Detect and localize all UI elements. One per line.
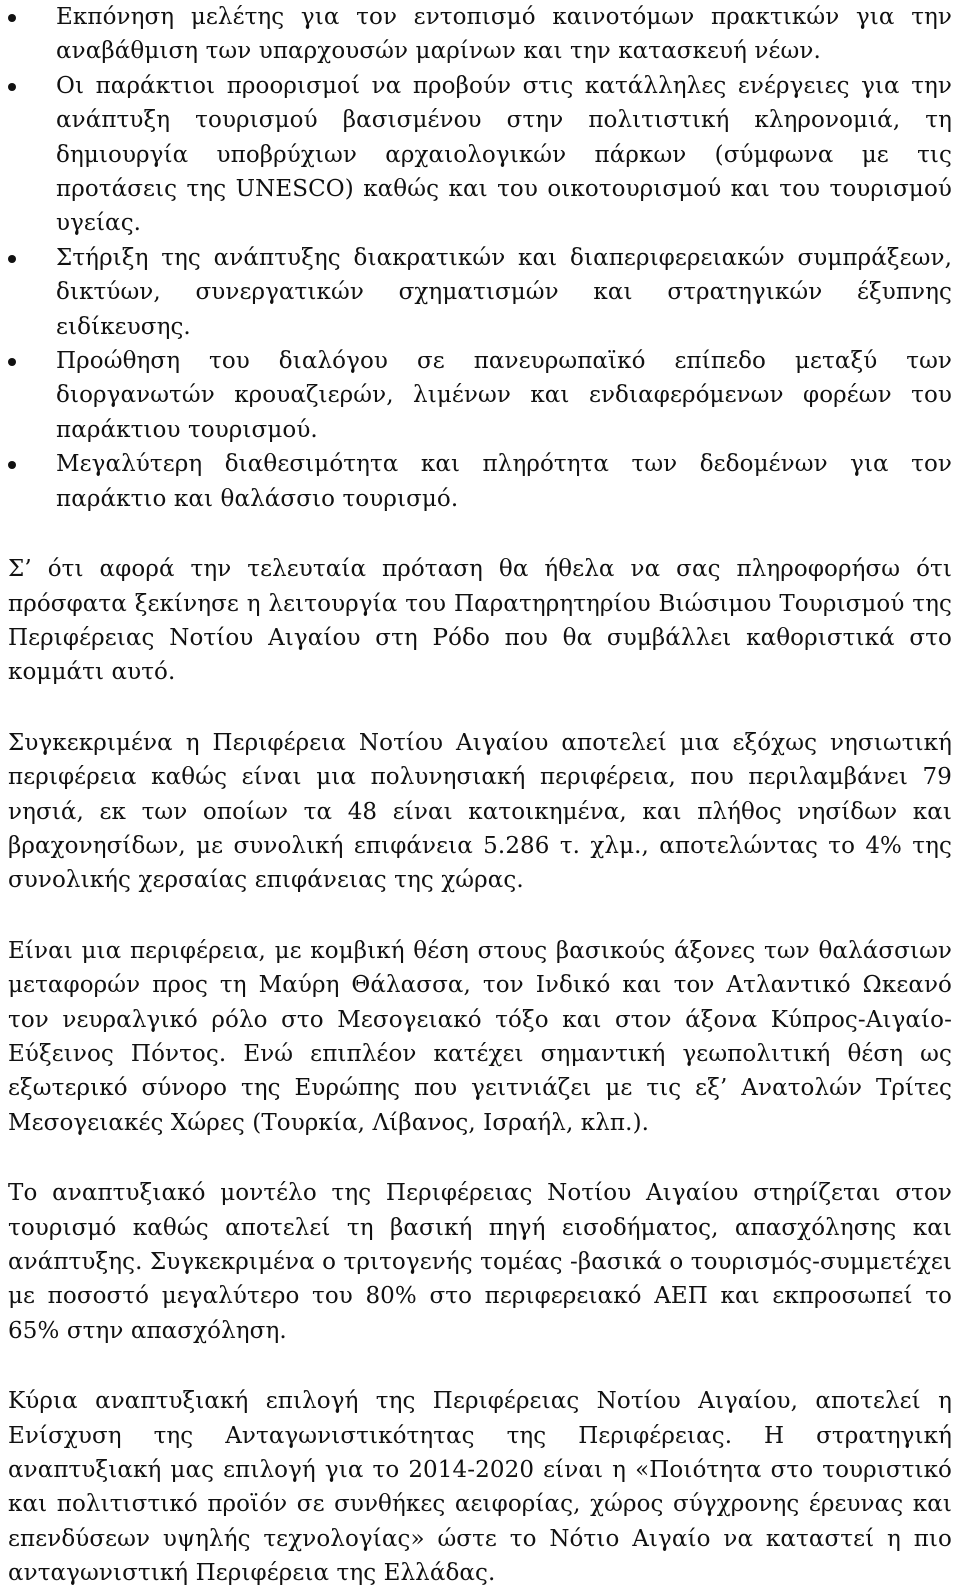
spacer	[8, 516, 952, 552]
document-page	[8, 0, 952, 1591]
bullet-item	[8, 447, 952, 516]
bullet-text: Στήριξη της ανάπτυξης διακρατικών και διαπεριφερειακών συμπράξεων, δικτύων, συνεργατικών σχηματισμών και στρατηγικών έξυπνης ειδίκευσης.	[56, 244, 952, 340]
bullet-item	[8, 0, 952, 69]
bullet-item	[8, 344, 952, 447]
bullet-icon	[8, 358, 16, 366]
paragraph-development-model: Το αναπτυξιακό μοντέλο της Περιφέρειας Νοτίου Αιγαίου στηρίζεται στον τουρισμό καθώς αποτελεί τη βασική πηγή εισοδήματος, απασχόλησης και ανάπτυξης. Συγκεκριμένα ο τριτογενής τομέας -βασικά ο τουρισμός-συμμετέχει με ποσοστό μεγαλύτερο του 80% στο περιφερειακό ΑΕΠ και εκπροσωπεί το 65% στην απασχόληση.	[8, 1180, 952, 1344]
bullet-icon	[8, 255, 16, 263]
paragraph-region-islands: Συγκεκριμένα η Περιφέρεια Νοτίου Αιγαίου αποτελεί μια εξόχως νησιωτική περιφέρεια καθώς είναι μια πολυνησιακή περιφέρεια, που περιλαμβάνει 79 νησιά, εκ των οποίων τα 48 είναι κατοικημένα, και πλήθος νησίδων και βραχονησίδων, με συνολική επιφάνεια 5.286 τ. χλμ., αποτελώντας το 4% της συνολικής χερσαίας επιφάνειας της χώρας.	[8, 729, 952, 894]
bullet-item	[8, 69, 952, 241]
bullet-icon	[8, 461, 16, 469]
paragraph-strategy: Κύρια αναπτυξιακή επιλογή της Περιφέρειας Νοτίου Αιγαίου, αποτελεί η Ενίσχυση της Ανταγωνιστικότητας της Περιφέρειας. Η στρατηγική αναπτυξιακή μας επιλογή για το 2014-2020 είναι η «Ποιότητα στο τουριστικό και πολιτιστικό προϊόν σε συνθήκες αειφορίας, χώρος σύγχρονης έρευνας και επενδύσεων υψηλής τεχνολογίας» ώστε το Νότιο Αιγαίο να καταστεί η πιο ανταγωνιστική Περιφέρεια της Ελλάδας.	[8, 1388, 952, 1587]
paragraph-geopolitical-position: Είναι μια περιφέρεια, με κομβική θέση στους βασικούς άξονες των θαλάσσιων μεταφορών προς τη Μαύρη Θάλασσα, τον Ινδικό και τον Ατλαντικό Ωκεανό τον νευραλγικό ρόλο στο Μεσογειακό τόξο και στον άξονα Κύπρος-Αιγαίο-Εύξεινος Πόντος. Ενώ επιπλέον κατέχει σημαντική γεωπολιτική θέση ως εξωτερικό σύνορο της Ευρώπης που γειτνιάζει με τις εξ’ Ανατολών Τρίτες Μεσογειακές Χώρες (Τουρκία, Λίβανος, Ισραήλ, κλπ.).	[8, 937, 952, 1136]
bullet-text: Εκπόνηση μελέτης για τον εντοπισμό καινοτόμων πρακτικών για την αναβάθμιση των υπαρχουσών μαρίνων και την κατασκευή νέων.	[56, 4, 952, 65]
bullet-icon	[8, 14, 16, 22]
bullet-item	[8, 241, 952, 344]
bullet-icon	[8, 83, 16, 91]
paragraph-observatory: Σ’ ότι αφορά την τελευταία πρόταση θα ήθελα να σας πληροφορήσω ότι πρόσφατα ξεκίνησε η λειτουργία του Παρατηρητηρίου Βιώσιμου Τουρισμού της Περιφέρειας Νοτίου Αιγαίου στη Ρόδο που θα συμβάλλει καθοριστικά στο κομμάτι αυτό.	[8, 556, 952, 686]
spacer	[8, 898, 952, 934]
spacer	[8, 1140, 952, 1176]
spacer	[8, 1348, 952, 1384]
spacer	[8, 690, 952, 726]
bullet-text: Προώθηση του διαλόγου σε πανευρωπαϊκό επίπεδο μεταξύ των διοργανωτών κρουαζιερών, λιμένων και ενδιαφερόμενων φορέων του παράκτιου τουρισμού.	[56, 348, 952, 443]
bullet-text: Μεγαλύτερη διαθεσιμότητα και πληρότητα των δεδομένων για τον παράκτιο και θαλάσσιο τουρισμό.	[56, 451, 952, 512]
bullet-list	[8, 0, 952, 516]
bullet-text: Οι παράκτιοι προορισμοί να προβούν στις κατάλληλες ενέργειες για την ανάπτυξη τουρισμού βασισμένου στην πολιτιστική κληρονομιά, τη δημιουργία υποβρύχιων αρχαιολογικών πάρκων (σύμφωνα με τις προτάσεις της UNESCO) καθώς και του οικοτουρισμού και του τουρισμού υγείας.	[56, 72, 952, 237]
